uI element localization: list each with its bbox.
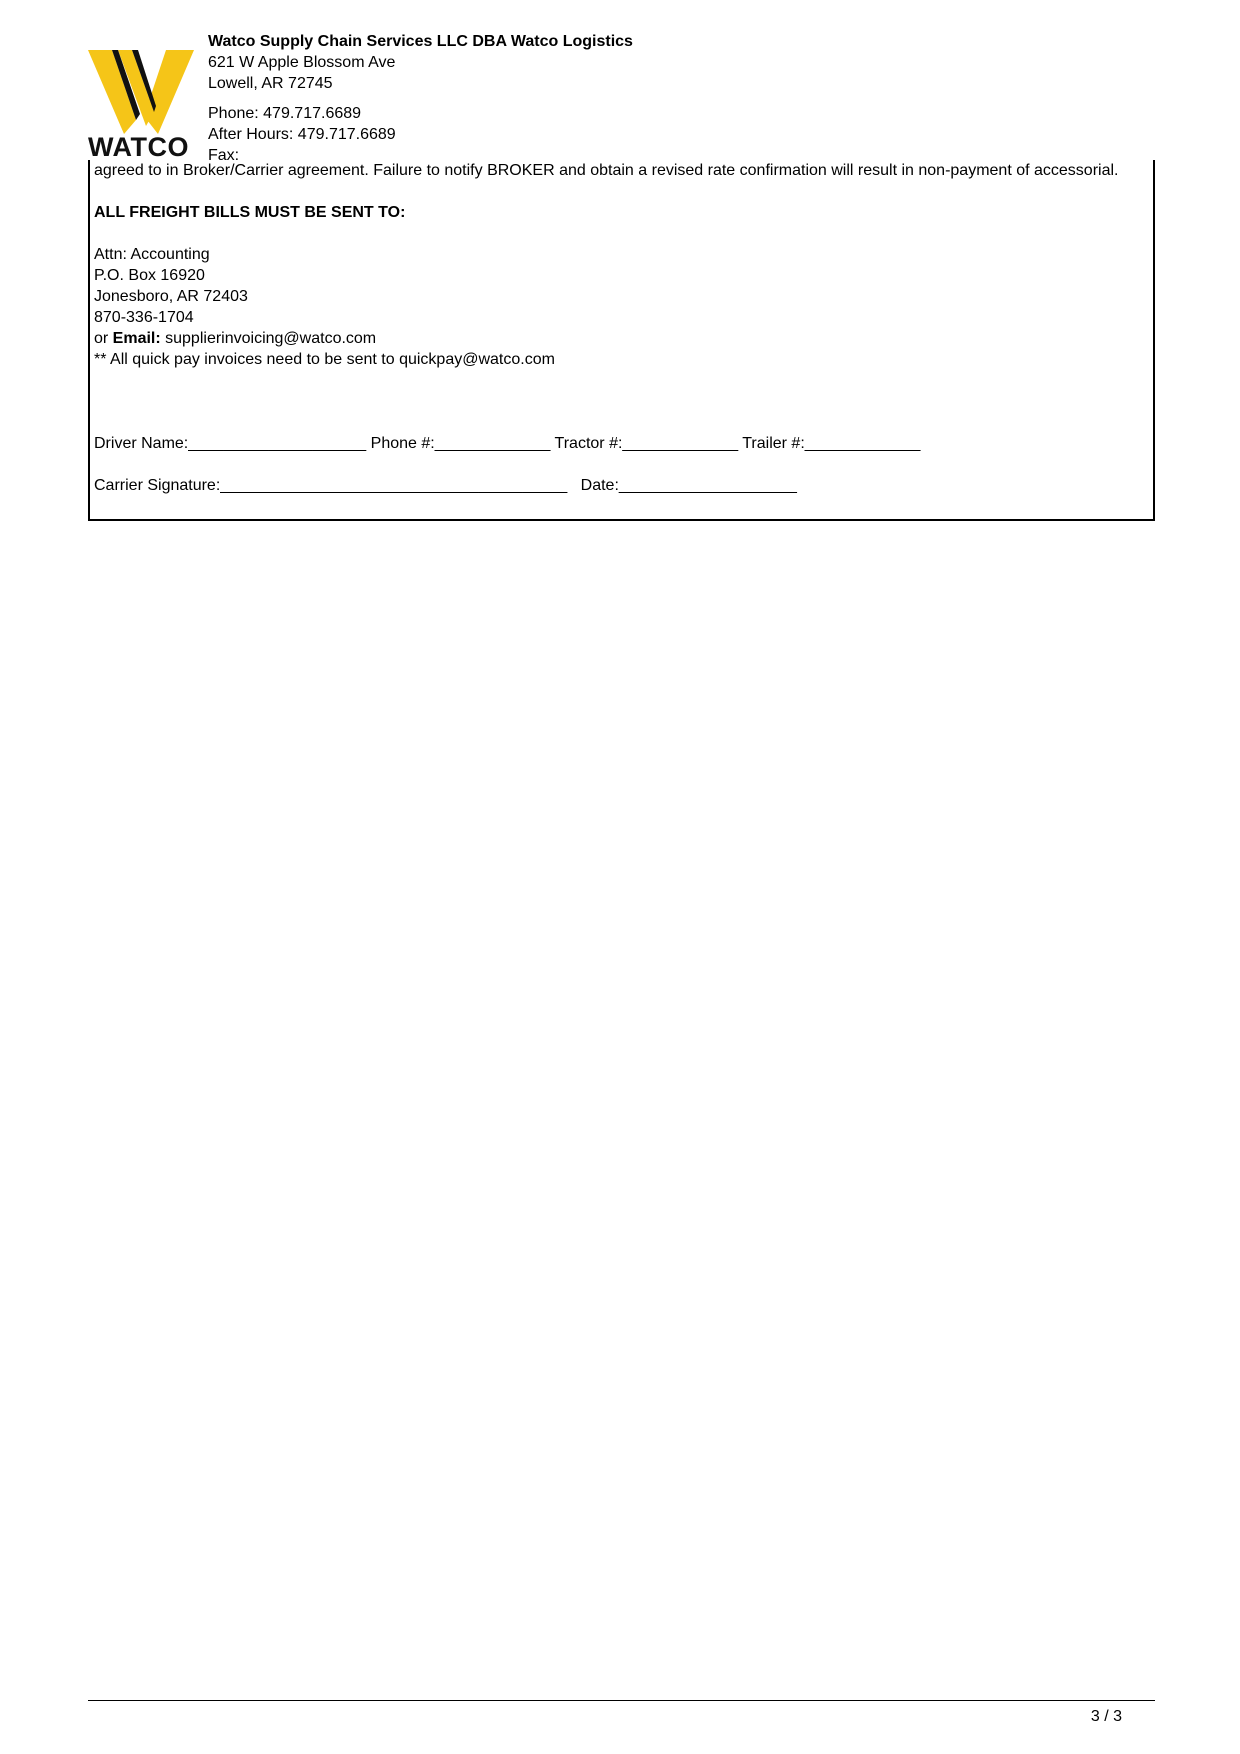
company-name: Watco Supply Chain Services LLC DBA Watco Logistics [208, 33, 633, 50]
billing-po-box: P.O. Box 16920 [94, 267, 205, 284]
driver-info-line: Driver Name:____________________ Phone #:_____________ Tractor #:_____________ Trailer #:_____________ [94, 435, 921, 452]
freight-bills-heading: ALL FREIGHT BILLS MUST BE SENT TO: [94, 204, 406, 221]
billing-attn: Attn: Accounting [94, 246, 210, 263]
address-line-1: 621 W Apple Blossom Ave [208, 54, 396, 71]
billing-email-line [94, 328, 1134, 349]
page-number: 3 / 3 [1090, 1708, 1122, 1725]
continued-paragraph: agreed to in Broker/Carrier agreement. Failure to notify BROKER and obtain a revised rate confirmation will result in non-payment of accessorial. [94, 162, 1119, 179]
billing-city: Jonesboro, AR 72403 [94, 288, 248, 305]
address-line-2: Lowell, AR 72745 [208, 75, 333, 92]
company-header [208, 31, 633, 164]
email-prefix: or [94, 330, 113, 347]
quickpay-note: ** All quick pay invoices need to be sent to quickpay@watco.com [94, 351, 555, 368]
email-address: supplierinvoicing@watco.com [160, 330, 377, 347]
watco-w-mark-icon [88, 50, 194, 134]
billing-phone: 870-336-1704 [94, 309, 194, 326]
after-hours-phone: After Hours: 479.717.6689 [208, 126, 396, 143]
watco-logo [88, 50, 194, 160]
body-text [94, 160, 1134, 370]
logo-wordmark: WATCO [88, 132, 189, 162]
carrier-signature-line: Carrier Signature:_______________________________________ Date:____________________ [94, 477, 797, 494]
fax-number: Fax: [208, 147, 240, 164]
phone-number: Phone: 479.717.6689 [208, 105, 362, 122]
email-label: Email: [112, 330, 161, 347]
footer-divider [88, 1700, 1155, 1701]
